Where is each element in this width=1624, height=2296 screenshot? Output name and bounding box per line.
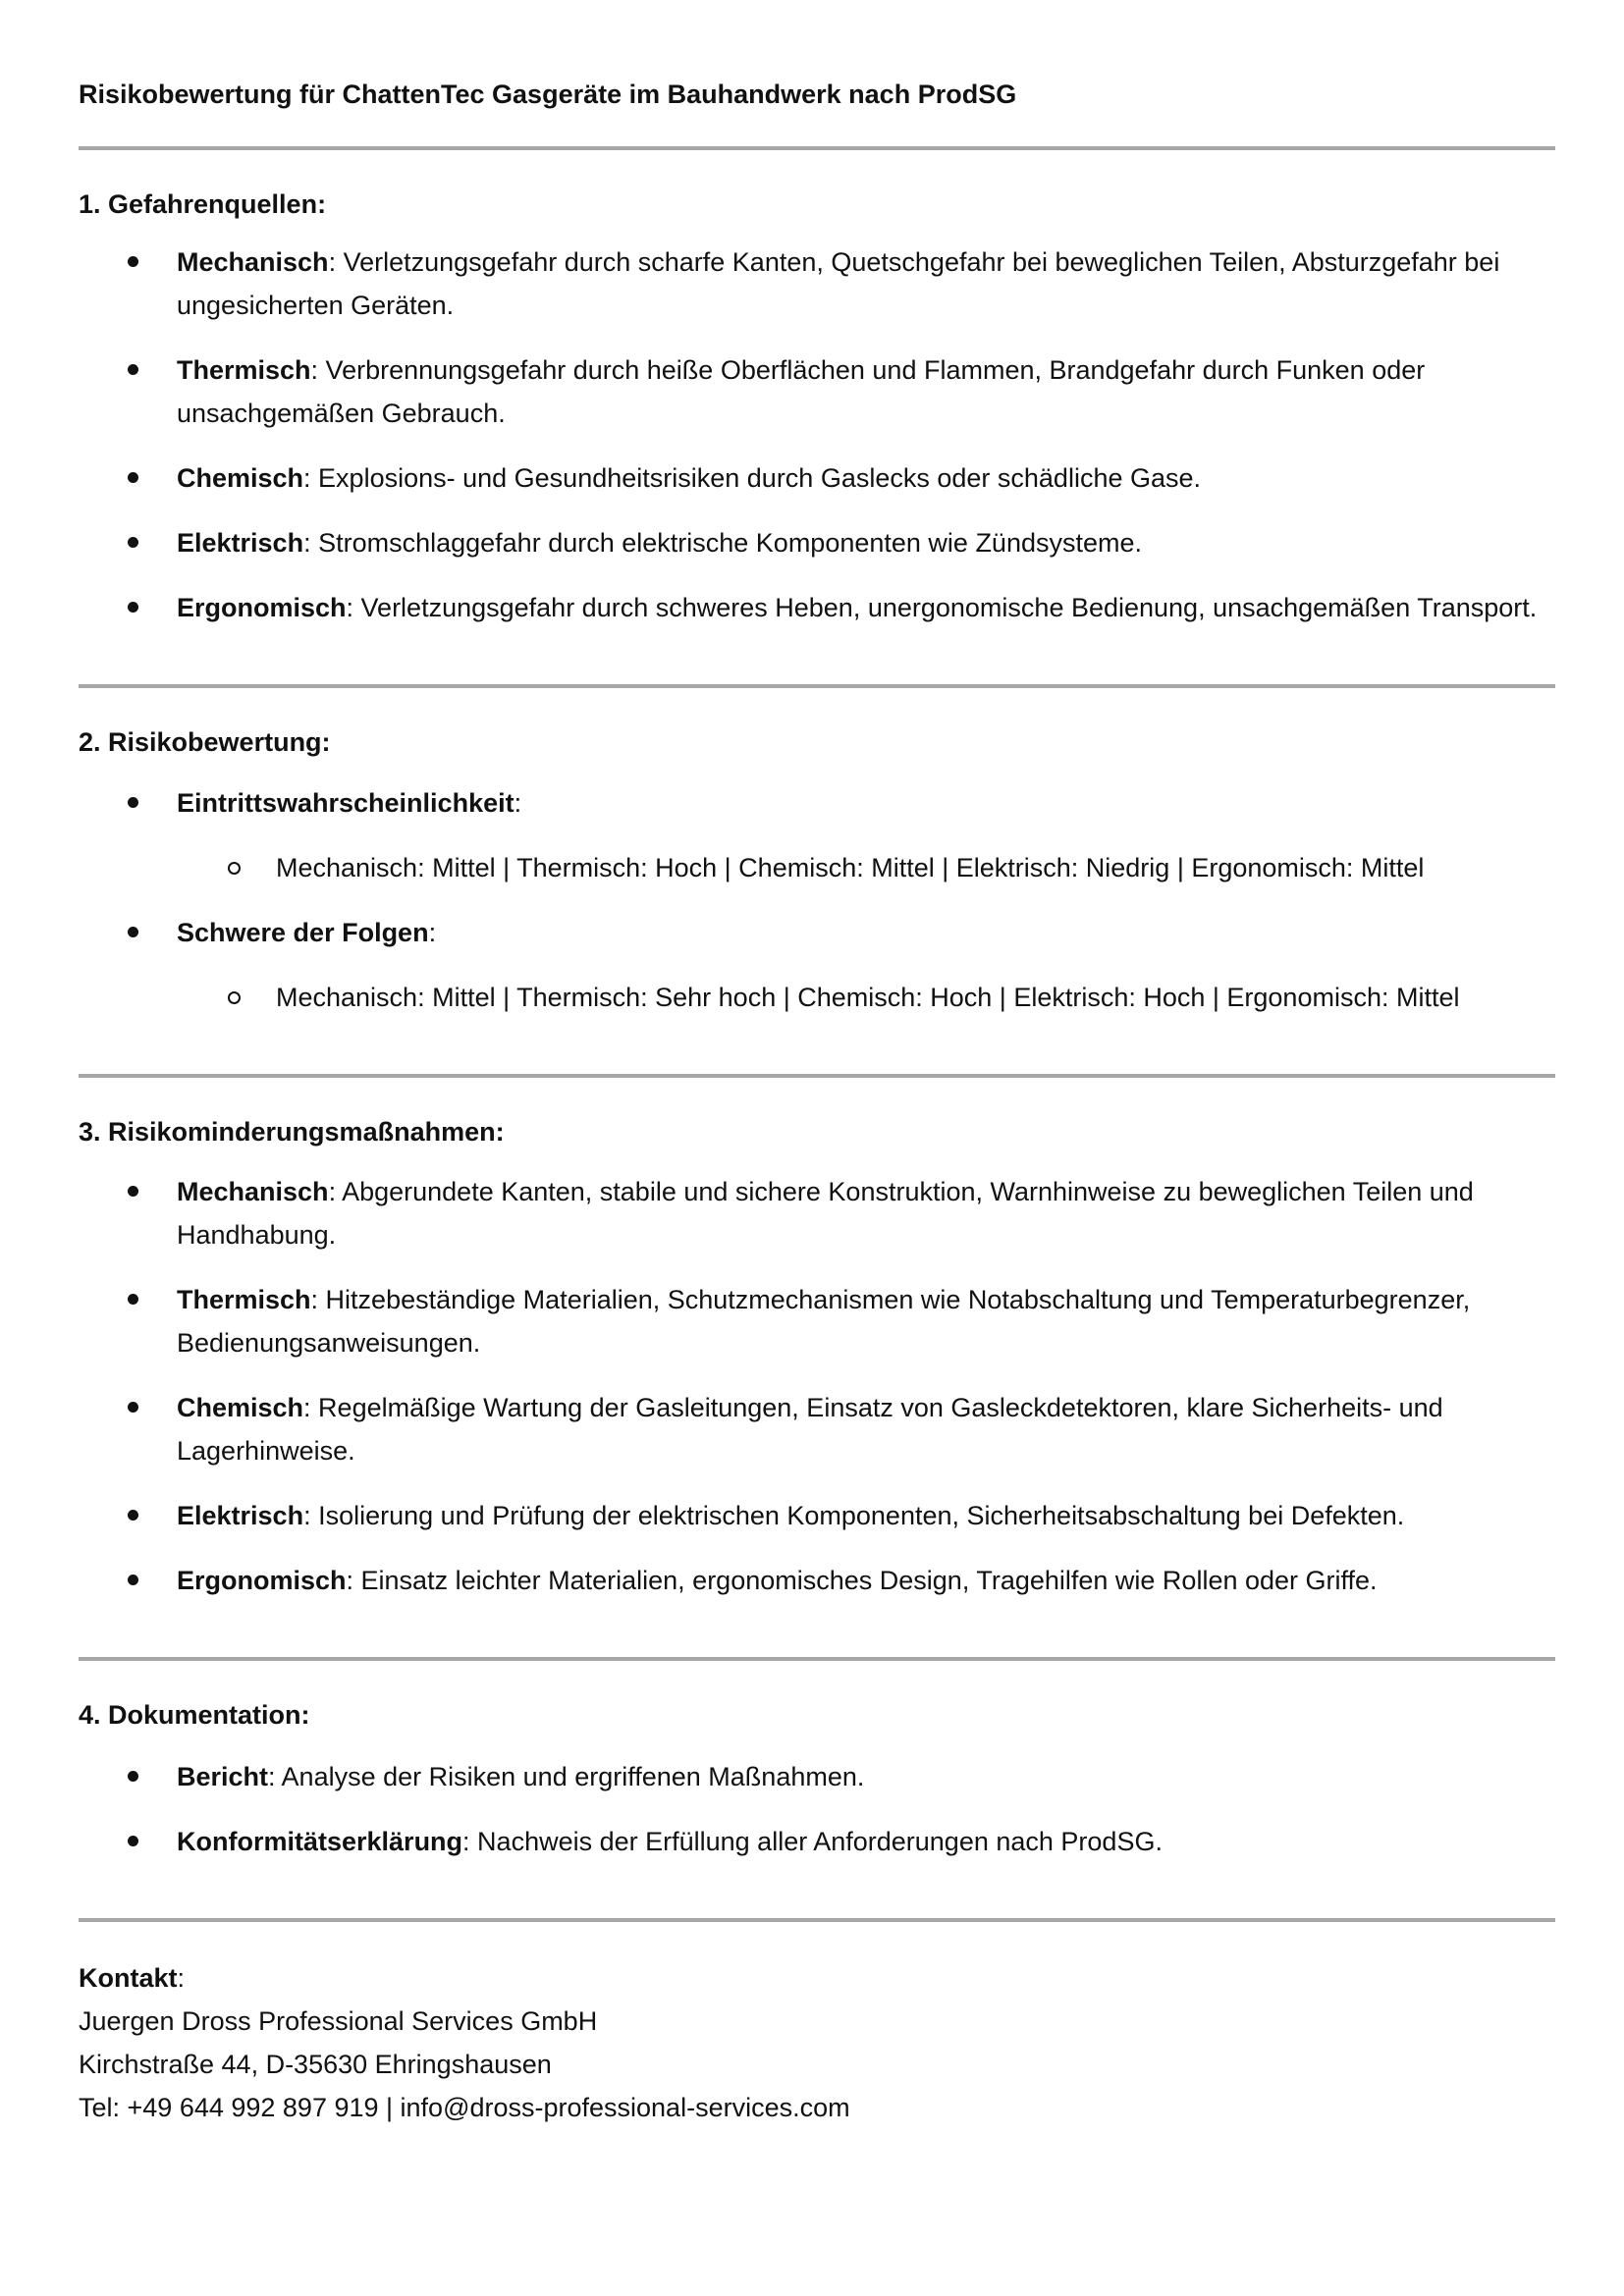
- section-heading-risikobewertung: 2. Risikobewertung:: [79, 727, 331, 757]
- section-divider: [79, 1074, 1555, 1078]
- bullet-icon: [128, 1186, 138, 1197]
- item-text: : Verletzungsgefahr durch scharfe Kanten, Quetschgefahr bei beweglichen Teilen, Absturzgefahr bei ungesicherten Geräten.: [177, 247, 1500, 320]
- item-text: :: [514, 788, 522, 818]
- bullet-icon: [128, 602, 138, 613]
- item-term: Konformitätserklärung: [177, 1827, 463, 1856]
- item-text: : Verbrennungsgefahr durch heiße Oberflächen und Flammen, Brandgefahr durch Funken oder unsachgemäßen Gebrauch.: [177, 355, 1426, 428]
- contact-phone-email: Tel: +49 644 992 897 919 | info@dross-professional-services.com: [79, 2093, 850, 2122]
- item-term: Ergonomisch: [177, 593, 347, 622]
- item-term: Thermisch: [177, 355, 311, 385]
- bullet-icon: [128, 1771, 138, 1782]
- contact-block: [79, 1956, 1555, 2129]
- circle-bullet-icon: [228, 862, 241, 875]
- list-item: [79, 781, 1555, 889]
- item-text: : Nachweis der Erfüllung aller Anforderungen nach ProdSG.: [462, 1827, 1163, 1856]
- bullet-icon: [128, 537, 138, 548]
- item-term: Mechanisch: [177, 247, 329, 277]
- item-text: : Verletzungsgefahr durch schweres Heben, unergonomische Bedienung, unsachgemäßen Transport.: [346, 593, 1538, 622]
- bullet-icon: [128, 927, 138, 937]
- item-text: :: [428, 918, 437, 947]
- item-text: : Regelmäßige Wartung der Gasleitungen, Einsatz von Gasleckdetektoren, klare Sicherheits- und Lagerhinweise.: [177, 1393, 1443, 1466]
- bullet-icon: [128, 1575, 138, 1585]
- item-text: : Einsatz leichter Materialien, ergonomisches Design, Tragehilfen wie Rollen oder Griffe.: [346, 1566, 1378, 1595]
- list-item: [79, 1755, 1555, 1798]
- item-term: Ergonomisch: [177, 1566, 347, 1595]
- item-term: Chemisch: [177, 463, 304, 493]
- item-term: Thermisch: [177, 1285, 311, 1314]
- list-item: [79, 456, 1555, 500]
- section-heading-risikominderung: 3. Risikominderungsmaßnahmen:: [79, 1117, 505, 1147]
- item-term: Schwere der Folgen: [177, 918, 429, 947]
- sub-item-text: Mechanisch: Mittel | Thermisch: Hoch | Chemisch: Mittel | Elektrisch: Niedrig | Ergonomisch: Mittel: [276, 853, 1425, 882]
- item-term: Elektrisch: [177, 1501, 304, 1530]
- item-term: Chemisch: [177, 1393, 304, 1422]
- sub-list-item: [79, 976, 1555, 1019]
- documentation-list: [79, 1755, 1555, 1863]
- contact-label-suffix: :: [177, 1963, 186, 1993]
- contact-label: Kontakt: [79, 1963, 178, 1993]
- sub-list-item: [79, 846, 1555, 889]
- bullet-icon: [128, 1836, 138, 1846]
- bullet-icon: [128, 256, 138, 267]
- sub-list: [79, 846, 1555, 889]
- section-heading-dokumentation: 4. Dokumentation:: [79, 1700, 310, 1730]
- list-item: [79, 521, 1555, 564]
- bullet-icon: [128, 1402, 138, 1413]
- item-text: : Abgerundete Kanten, stabile und sichere Konstruktion, Warnhinweise zu beweglichen Teilen und Handhabung.: [177, 1177, 1474, 1250]
- section-heading-gefahrenquellen: 1. Gefahrenquellen:: [79, 189, 327, 219]
- bullet-icon: [128, 472, 138, 483]
- item-text: : Isolierung und Prüfung der elektrischen Komponenten, Sicherheitsabschaltung bei Defekten.: [303, 1501, 1405, 1530]
- list-item: [79, 1820, 1555, 1863]
- item-term: Bericht: [177, 1762, 269, 1791]
- section-divider: [79, 684, 1555, 688]
- bullet-icon: [128, 1510, 138, 1521]
- circle-bullet-icon: [228, 991, 241, 1004]
- assessment-list: [79, 781, 1555, 1019]
- mitigation-list: [79, 1170, 1555, 1602]
- item-term: Eintrittswahrscheinlichkeit: [177, 788, 514, 818]
- list-item: [79, 911, 1555, 1019]
- section-divider: [79, 1657, 1555, 1661]
- list-item: [79, 1494, 1555, 1537]
- list-item: [79, 240, 1555, 327]
- list-item: [79, 1278, 1555, 1364]
- section-divider: [79, 146, 1555, 150]
- item-text: : Hitzebeständige Materialien, Schutzmechanismen wie Notabschaltung und Temperaturbegrenzer, Bedienungsanweisungen.: [177, 1285, 1471, 1358]
- contact-heading: [79, 1956, 1555, 2000]
- hazard-list: [79, 240, 1555, 629]
- list-item: [79, 1170, 1555, 1256]
- list-item: [79, 1386, 1555, 1472]
- bullet-icon: [128, 1294, 138, 1305]
- list-item: [79, 1559, 1555, 1602]
- document-title: Risikobewertung für ChattenTec Gasgeräte im Bauhandwerk nach ProdSG: [79, 80, 1017, 109]
- section-divider: [79, 1918, 1555, 1922]
- document-page: [79, 75, 1555, 2129]
- list-item: [79, 586, 1555, 629]
- sub-item-text: Mechanisch: Mittel | Thermisch: Sehr hoch | Chemisch: Hoch | Elektrisch: Hoch | Ergonomisch: Mittel: [276, 983, 1460, 1012]
- contact-address: Kirchstraße 44, D-35630 Ehringshausen: [79, 2050, 552, 2079]
- bullet-icon: [128, 364, 138, 375]
- list-item: [79, 348, 1555, 435]
- item-text: : Explosions- und Gesundheitsrisiken durch Gaslecks oder schädliche Gase.: [303, 463, 1202, 493]
- sub-list: [79, 976, 1555, 1019]
- item-text: : Stromschlaggefahr durch elektrische Komponenten wie Zündsysteme.: [303, 528, 1143, 558]
- item-term: Mechanisch: [177, 1177, 329, 1206]
- item-term: Elektrisch: [177, 528, 304, 558]
- bullet-icon: [128, 797, 138, 808]
- item-text: : Analyse der Risiken und ergriffenen Maßnahmen.: [268, 1762, 865, 1791]
- contact-company: Juergen Dross Professional Services GmbH: [79, 2006, 598, 2036]
